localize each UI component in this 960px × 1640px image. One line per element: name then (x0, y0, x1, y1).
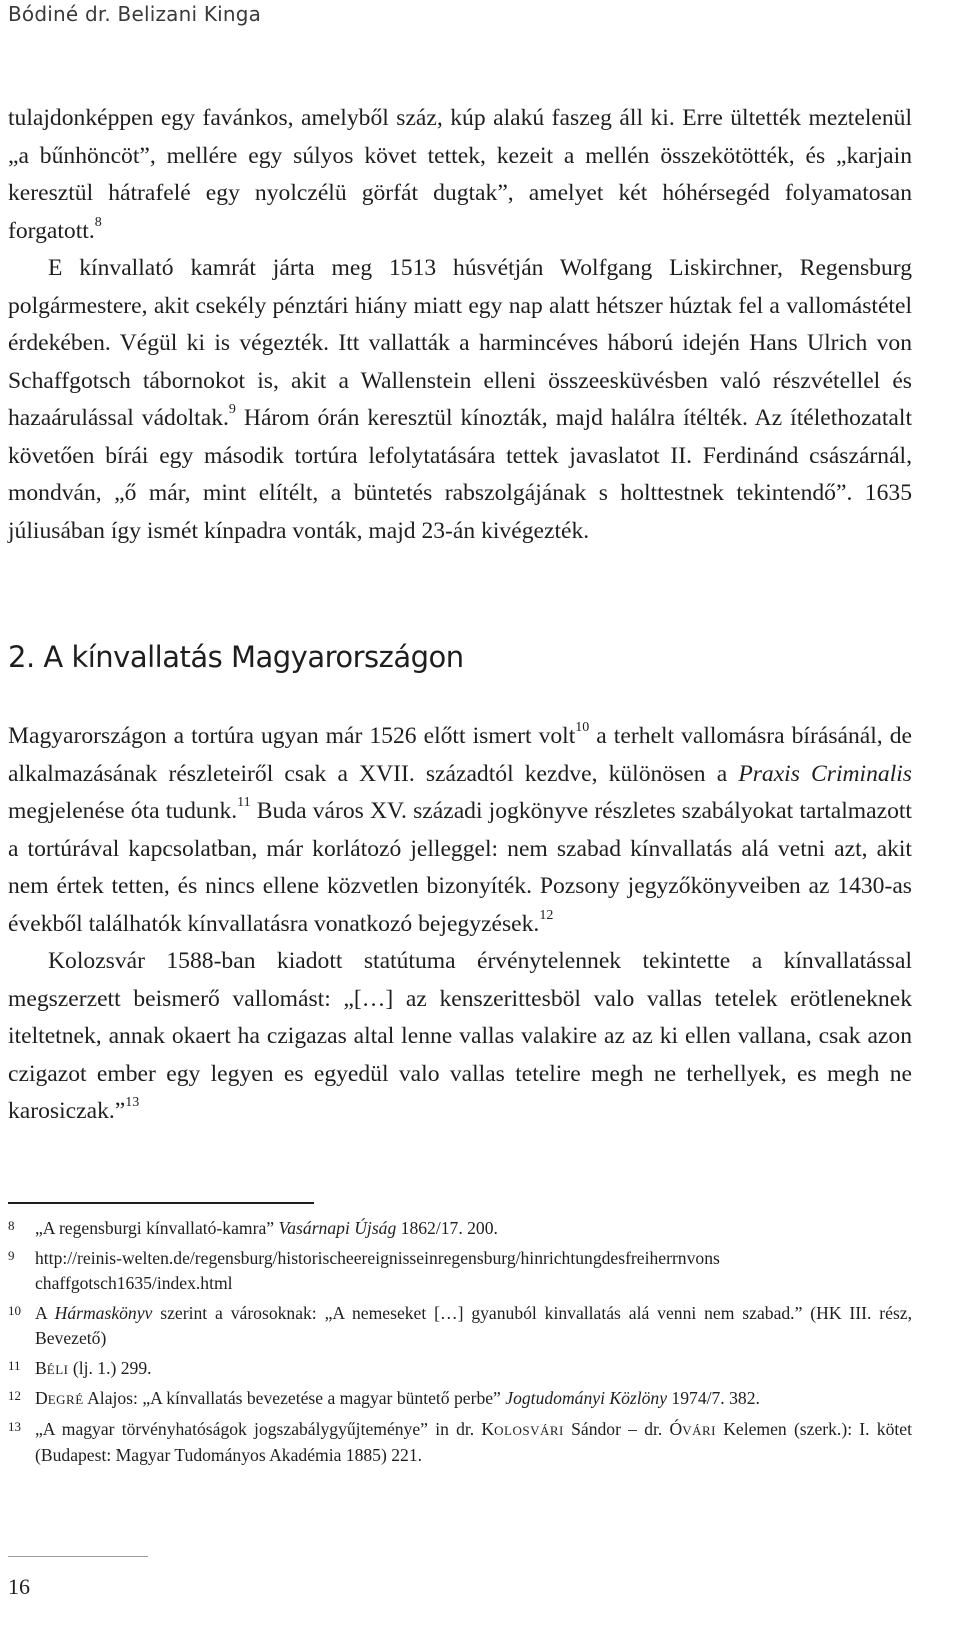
footnote (8, 1356, 912, 1383)
author-name-smallcaps: OLOSVÁRI (494, 1422, 564, 1438)
italic-title: Vasárnapi Újság (278, 1218, 397, 1238)
body-text-section-1 (8, 100, 912, 550)
footnote-number: 9 (8, 1247, 15, 1263)
paragraph-text: megjelenése óta tudunk. (8, 798, 238, 824)
footnote-text (35, 1216, 912, 1242)
paragraph-text: tulajdonképpen egy favánkos, amelyből száz, kúp alakú faszeg áll ki. Erre ültették meztelenül „a bűnhöncöt”, mellére egy súlyos követ tettek, kezeit a mellén összekötötték, és „karjain keresztül hátrafelé egy nyolczélü görfát dugtak”, amelyet két hóhérsegéd folyamatosan forgatott. (8, 105, 912, 244)
author-name-smallcaps: VÁRI (682, 1422, 716, 1438)
footnote-text-part: Kelemen (szerk.): I. kötet (Budapest: Magyar Tudományos Akadémia 1885) 221. (35, 1418, 912, 1465)
footnote-ref[interactable]: 11 (237, 795, 251, 811)
author-name: K (481, 1418, 495, 1439)
footnote (8, 1216, 912, 1242)
footnote (8, 1301, 912, 1352)
footnote-text-part: (lj. 1.) 299. (68, 1357, 152, 1378)
footnote (8, 1386, 912, 1413)
footnote-text-part: 1862/17. 200. (396, 1218, 498, 1238)
italic-title: Praxis Criminalis (738, 760, 912, 787)
paragraph-text: a terhelt vallomásra bírásánál, de alkalmazásának részleteiről csak a XVII. századtól kezdve, különösen a (8, 723, 912, 787)
footnote-ref[interactable]: 8 (94, 214, 102, 230)
footnote (8, 1246, 912, 1297)
author-name: B (35, 1357, 47, 1378)
footnote-ref[interactable]: 9 (228, 402, 236, 418)
paragraph (8, 250, 912, 550)
footnote-ref[interactable]: 12 (539, 907, 554, 923)
footnote-number: 12 (8, 1388, 21, 1403)
footnote-number: 8 (8, 1218, 15, 1233)
footnote (8, 1417, 912, 1469)
footnote-text-part: A (35, 1302, 55, 1323)
paragraph-text: Kolozsvár 1588-ban kiadott statútuma érvénytelennek tekintette a kínvallatással megszerzett beismerő vallomást: „[…] az kenszerittesböl valo vallas tetelek erötleneknek iteltetnek, annak okaert ha czigazas altal lenne vallas valakire az az ki ellen vallana, csak azon czigazot ember egy legyen es egyedül valo vallas tetelire megh ne terhellyek, es megh ne karosiczak.” (8, 948, 912, 1124)
body-text-section-2 (8, 718, 912, 1131)
author-name-smallcaps: EGRÉ (47, 1392, 84, 1407)
paragraph-text: Buda város XV. századi jogkönyve részletes szabályokat tartalmazott a tortúrával kapcsolatban, már korlátozó jelleggel: nem szabad kínvallatás alá vetni azt, akit nem értek tetten, és nincs ellene közvetlen bizonyíték. Pozsony jegyzőkönyveiben az 1430-as évekből találhatók kínvallatásra vonatkozó bejegyzések. (8, 798, 912, 937)
footnote-text (35, 1417, 912, 1469)
italic-title: Jogtudományi Közlöny (505, 1388, 668, 1408)
paragraph-text: E kínvallató kamrát járta meg 1513 húsvétján Wolfgang Liskirchner, Regensburg polgármestere, akit csekély pénztári hiány miatt egy nap alatt hétszer húztak fel a vallomástétel érdekében. Végül ki is végezték. Itt vallatták a harmincéves háború idején Hans Ulrich von Schaffgotsch tábornokot is, akit a Wallenstein elleni összeesküvésben való részvétellel és hazaárulással vádoltak. (8, 255, 912, 431)
footnote-url[interactable]: http://reinis-welten.de/regensburg/historischeereignisseinregensburg/hinrichtungdesfreiherrnvons chaffgotsch1635/index.html (35, 1247, 720, 1293)
running-head: Bódiné dr. Belizani Kinga (8, 2, 262, 26)
author-name: D (35, 1388, 48, 1408)
footnote-number: 10 (8, 1302, 21, 1318)
footnote-text-part: Alajos: „A kínvallatás bevezetése a magyar büntető perbe” (83, 1388, 506, 1408)
footnote-text-part: „A magyar törvényhatóságok jogszabálygyűjteménye” in dr. (35, 1418, 482, 1439)
page-number-divider (8, 1556, 148, 1557)
paragraph-text: Három órán keresztül kínozták, majd halálra ítélték. Az ítélethozatalt követően bírái egy második tortúra lefolytatására tettek javaslatot II. Ferdinánd császárnál, mondván, „ő már, mint elítélt, a büntetés rabszolgájának s holttestnek tekintendő”. 1635 júliusában így ismét kínpadra vonták, majd 23-án kivégezték. (8, 405, 912, 544)
page-number: 16 (8, 1574, 30, 1599)
author-name: Ó (669, 1418, 683, 1439)
footnotes (8, 1216, 912, 1473)
footnote-text (35, 1301, 912, 1352)
footnote-text-part: Sándor – dr. (563, 1418, 670, 1439)
author-name-smallcaps: ÉLI (46, 1361, 69, 1377)
footnote-divider (8, 1202, 314, 1204)
paragraph (8, 100, 912, 250)
footnote-text (35, 1386, 912, 1413)
footnote-number: 11 (8, 1357, 21, 1373)
paragraph (8, 943, 912, 1131)
paragraph-text: Magyarországon a tortúra ugyan már 1526 előtt ismert volt (8, 723, 576, 749)
footnote-text-part: 1974/7. 382. (667, 1388, 760, 1408)
footnote-text (35, 1356, 912, 1383)
footnote-text-part: szerint a városoknak: „A nemeseket […] gyanuból kinvallatás alá venni nem szabad.” (HK III. rész, Bevezető) (35, 1302, 912, 1348)
italic-title: Hármaskönyv (54, 1302, 153, 1323)
section-heading: 2. A kínvallatás Magyarországon (8, 640, 464, 674)
paragraph (8, 718, 912, 943)
footnote-ref[interactable]: 13 (125, 1095, 140, 1111)
footnote-text-part: „A regensburgi kínvallató-kamra” (35, 1218, 279, 1238)
footnote-ref[interactable]: 10 (575, 720, 590, 736)
footnote-number: 13 (8, 1418, 21, 1434)
